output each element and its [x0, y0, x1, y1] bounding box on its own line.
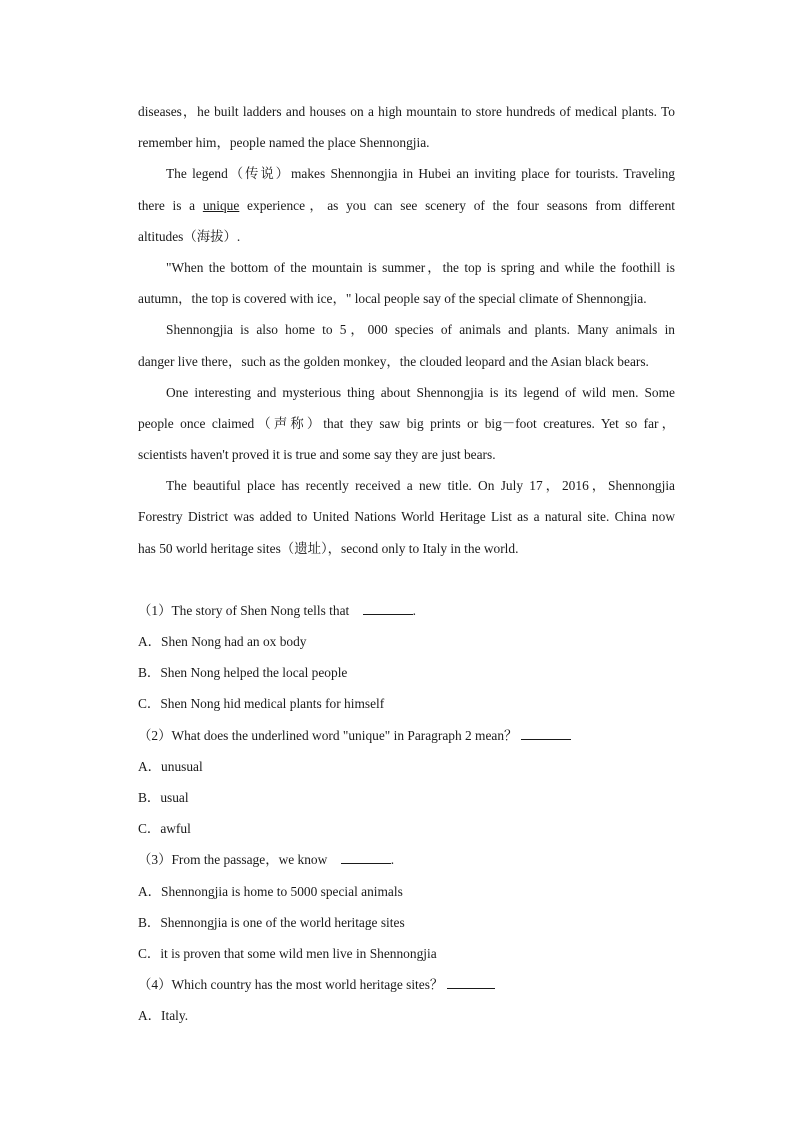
passage-p2-line2-before: there is a: [138, 197, 203, 213]
question-2-option-c[interactable]: C．awful: [138, 821, 191, 837]
document-page: [138, 96, 675, 1031]
question-2-option-b[interactable]: B．usual: [138, 789, 189, 805]
passage-p1-line2: remember him，people named the place Shennongjia.: [138, 135, 430, 151]
answer-blank-4[interactable]: [447, 976, 495, 989]
question-3-option-b[interactable]: B．Shennongjia is one of the world heritage sites: [138, 914, 405, 930]
question-4: [138, 969, 675, 1000]
passage-p2-line2-after: experience，as you can see scenery of the four seasons from different: [239, 197, 675, 213]
question-4-stem: （4）Which country has the most world heritage sites？: [138, 977, 444, 993]
question-1-option-c[interactable]: C．Shen Nong hid medical plants for himself: [138, 696, 385, 712]
passage-p5-line2: people once claimed（声称）that they saw big prints or big－foot creatures. Yet so far，: [138, 415, 675, 431]
question-3-option-c[interactable]: C．it is proven that some wild men live in Shennongjia: [138, 945, 437, 961]
passage-p6-line3: has 50 world heritage sites（遗址），second only to Italy in the world.: [138, 540, 519, 556]
passage-p4-line2: danger live there，such as the golden monkey，the clouded leopard and the Asian black bears.: [138, 353, 649, 369]
question-1-option-b[interactable]: B．Shen Nong helped the local people: [138, 665, 348, 681]
passage-p6-line2: Forestry District was added to United Nations World Heritage List as a natural site. China now: [138, 509, 675, 525]
passage-p2-line2: [138, 190, 675, 221]
question-2: [138, 720, 675, 751]
passage-p4-line1: Shennongjia is also home to 5，000 species of animals and plants. Many animals in: [166, 322, 675, 338]
passage-p2-line1: The legend（传说）makes Shennongjia in Hubei an inviting place for tourists. Traveling: [166, 166, 675, 182]
question-3: [138, 844, 675, 875]
passage-p3-line1: "When the bottom of the mountain is summer，the top is spring and while the foothill is: [166, 259, 675, 275]
passage-p2-line3: altitudes（海拔）.: [138, 228, 241, 244]
question-1-option-a[interactable]: A．Shen Nong had an ox body: [138, 634, 307, 649]
question-1-stem: （1）The story of Shen Nong tells that: [138, 602, 350, 618]
underlined-word-unique: unique: [202, 197, 240, 213]
question-4-option-a[interactable]: A．Italy.: [138, 1008, 189, 1024]
passage-p5-line1: One interesting and mysterious thing about Shennongjia is its legend of wild men. Some: [166, 384, 675, 400]
passage-p3-line2: autumn，the top is covered with ice，" local people say of the special climate of Shennongjia.: [138, 291, 647, 307]
passage-p1-line1: diseases，he built ladders and houses on a high mountain to store hundreds of medical plants. To: [138, 104, 675, 119]
answer-blank-2[interactable]: [521, 727, 571, 740]
section-gap: [138, 564, 675, 595]
passage-p5-line3: scientists haven't proved it is true and some say they are just bears.: [138, 447, 496, 463]
answer-blank-1[interactable]: [363, 602, 413, 615]
answer-blank-3[interactable]: [341, 851, 391, 864]
question-3-end: .: [390, 852, 395, 868]
question-3-option-a[interactable]: A．Shennongjia is home to 5000 special animals: [138, 883, 403, 899]
question-1-end: .: [412, 602, 416, 618]
passage-p6-line1: The beautiful place has recently received a new title. On July 17，2016，Shennongjia: [166, 478, 675, 494]
question-3-stem: （3）From the passage，we know: [138, 852, 328, 868]
question-2-stem: （2）What does the underlined word "unique" in Paragraph 2 mean？: [138, 727, 518, 743]
question-1: [138, 595, 675, 626]
question-2-option-a[interactable]: A．unusual: [138, 758, 203, 774]
